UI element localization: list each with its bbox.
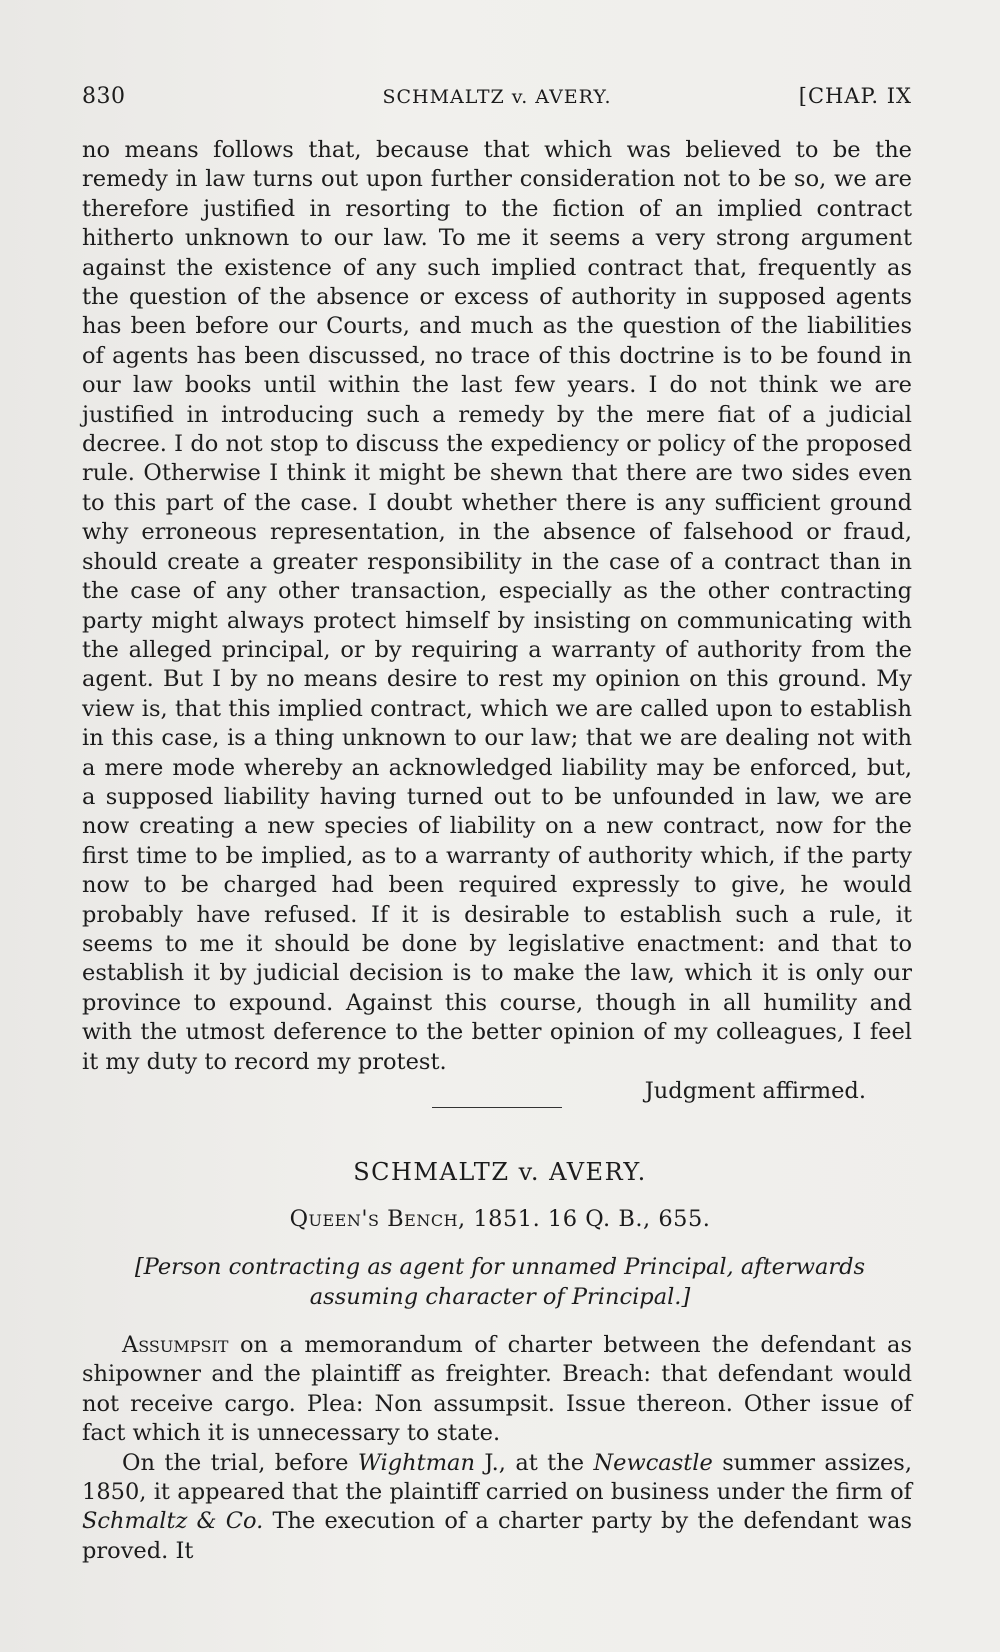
facts-p2-c: summer assizes, 1850, it appeared that the plaintiff carried on business under the firm of [82,1449,912,1506]
facts-p1-body: on a memorandum of charter between the defendant as shipowner and the plaintiff as freighter. Breach: that defendant would not receive cargo. Plea: Non assumpsit. Issue thereon. Other issue of fact which it is unnecessary to state. [82,1332,912,1447]
facts-text [82,1331,912,1566]
page-number: 830 [82,84,126,109]
chapter-label: [CHAP. IX [798,84,912,108]
running-title: SCHMALTZ v. AVERY. [382,86,612,108]
judgment-line: Judgment affirmed. [644,1078,866,1104]
facts-paragraph-2 [82,1449,912,1567]
section-divider [432,1107,562,1109]
assizes-place: Newcastle [593,1449,713,1476]
assumpsit-lead: Assumpsit [122,1332,229,1358]
facts-p2-a: On the trial, before [122,1449,358,1476]
judge-name: Wightman [357,1449,475,1476]
headnote: [Person contracting as agent for unnamed Principal, afterwards assuming character of Principal.] [134,1254,866,1310]
opinion-paragraph: no means follows that, because that which was believed to be the remedy in law turns out upon further consideration not to be so, we are therefore justified in resorting to the fiction of an implied contract hitherto unknown to our law. To me it seems a very strong argument against the existence of any such implied contract that, frequently as the question of the absence or excess of authority in supposed agents has been before our Courts, and much as the question of the liabilities of agents has been discussed, no trace of this doctrine is to be found in our law books until within the last few years. I do not think we are justified in introducing such a remedy by the mere fiat of a judicial decree. I do not stop to discuss the expediency or policy of the proposed rule. Otherwise I think it might be shewn that there are two sides even to this part of the case. I doubt whether there is any sufficient ground why erroneous representation, in the absence of falsehood or fraud, should create a greater responsibility in the case of a contract than in the case of any other transaction, especially as the other contracting party might always protect himself by insisting on communicating with the alleged principal, or by requiring a warranty of authority from the agent. But I by no means desire to rest my opinion on this ground. My view is, that this implied contract, which we are called upon to establish in this case, is a thing unknown to our law; that we are dealing not with a mere mode whereby an acknowledged liability may be enforced, but, a supposed liability having turned out to be unfounded in law, we are now creating a new species of liability on a new contract, now for the first time to be implied, as to a warranty of authority which, if the party now to be charged had been required expressly to give, he would probably have refused. If it is desirable to establish such a rule, it seems to me it should be done by legislative enactment: and that to establish it by judicial decision is to make the law, which it is only our province to expound. Against this course, though in all humility and with the utmost deference to the better opinion of my colleagues, I feel it my duty to record my protest. [82,137,912,1075]
firm-name: Schmaltz & Co. [82,1508,264,1535]
case-title: SCHMALTZ v. AVERY. [353,1158,647,1186]
court-citation: Queen's Bench, 1851. 16 Q. B., 655. [289,1206,711,1232]
facts-paragraph-1 [82,1331,912,1449]
facts-p2-b: J., at the [474,1449,594,1476]
facts-p2-d: The execution of a charter party by the defendant was proved. It [82,1508,912,1564]
page-header [82,84,912,118]
opinion-text [82,136,912,1106]
